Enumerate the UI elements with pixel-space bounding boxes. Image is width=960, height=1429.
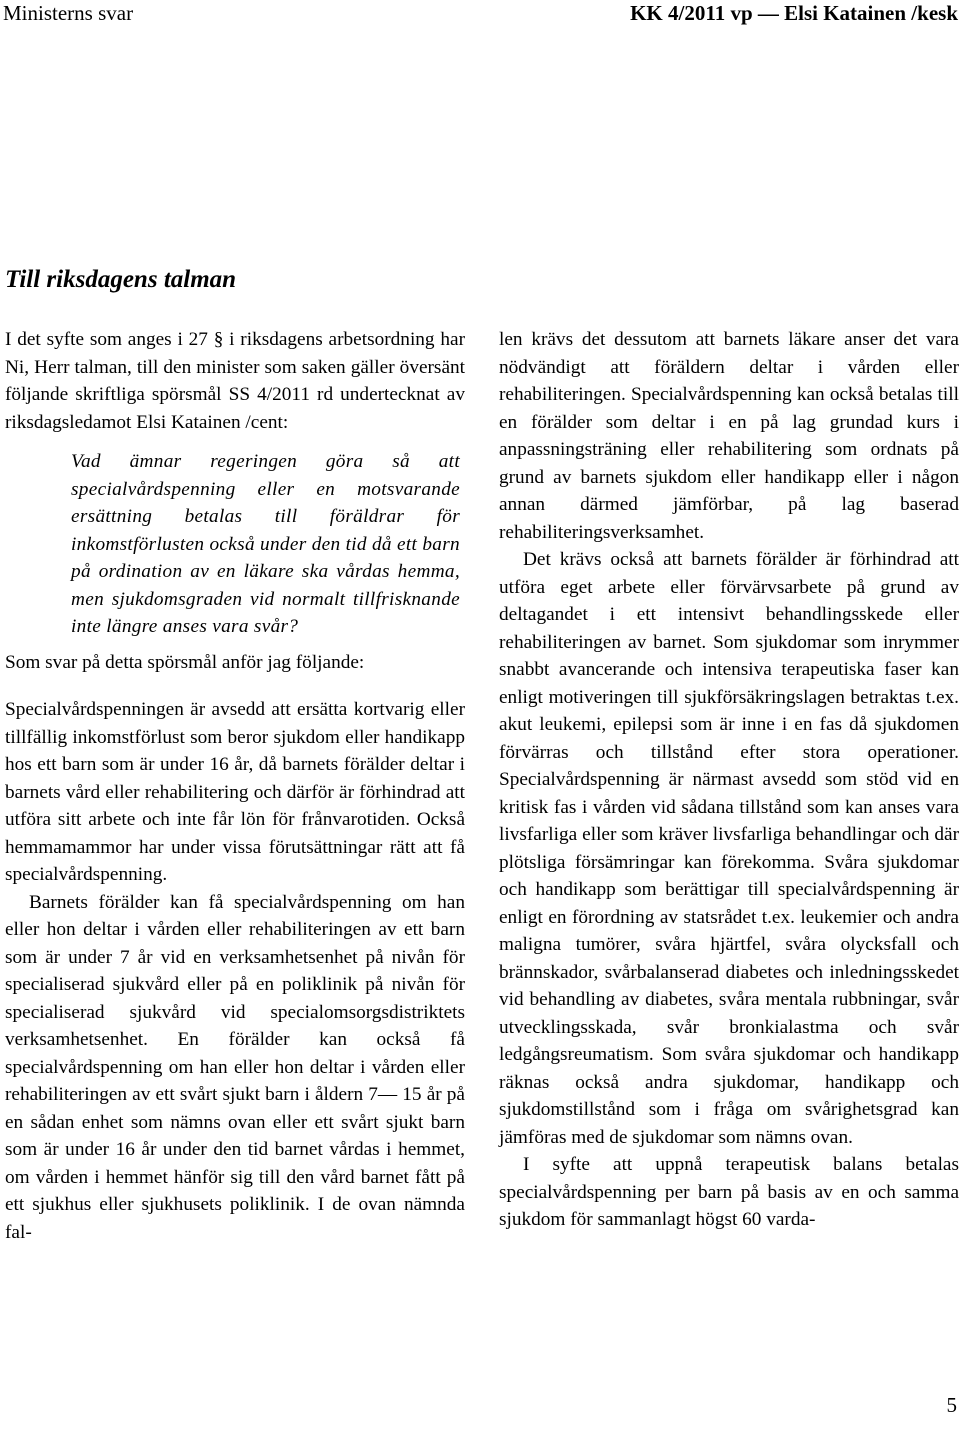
intro-paragraph: I det syfte som anges i 27 § i riksdagens arbetsordning har Ni, Herr talman, till den minister som saken gäller översänt följande skriftliga spörsmål SS 4/2011 rd undertecknat av riksdagsledamot Elsi Katainen /cent: bbox=[5, 329, 465, 433]
left-column bbox=[5, 326, 465, 1246]
answer-lead: Som svar på detta spörsmål anför jag följande: bbox=[5, 651, 365, 673]
answer-paragraph-1: Specialvårdspenningen är avsedd att ersätta kortvarig eller tillfällig inkomstförlust som beror sjukdom eller handikapp hos ett barn som är under 16 år, då barnets förälder deltar i barnets vård eller rehabilitering och därför är förhindrad att utföra sitt arbete och inte får lön för frånvarotiden. Också hemmamammor har under vissa förutsättningar rätt att få specialvårdspenning. bbox=[5, 699, 465, 885]
question-paragraph: Vad ämnar regeringen göra så att specialvårdspenning eller en motsvarande ersättning betalas till föräldrar för inkomstförlusten också under den tid då ett barn på ordination av en läkare ska vårdas hemma, men sjukdomsgraden vid normalt tillfrisknande inte längre anses vara svår? bbox=[71, 451, 460, 637]
header-document-reference: KK 4/2011 vp — Elsi Katainen /kesk bbox=[630, 1, 958, 25]
page-number: 5 bbox=[946, 1393, 957, 1417]
answer-paragraph-3: len krävs det dessutom att barnets läkare anser det vara nödvändigt att föräldern deltar i vården eller rehabiliteringen. Specialvårdspenning kan också betalas till en förälder som deltar i en på lag grundad kurs i anpassningsträning eller rehabilitering som ordnats på grund av barnets sjukdom eller handikapp eller i någon annan därmed jämförbar, på lag baserad rehabiliteringsverksamhet. bbox=[499, 329, 959, 543]
answer-paragraph-4: Det krävs också att barnets förälder är förhindrad att utföra eget arbete eller förvärvsarbete på grund av deltagandet i ett intensivt behandlingsskede eller rehabiliteringen av barnet. Som sjukdomar som inrymmer snabbt avancerande och intensiva terapeutiska faser kan enligt motiveringen till sjukförsäkringslagen betraktas t.ex. akut leukemi, epilepsi som är inne i en fas då sjukdomen förvärras och tillstånd efter stora operationer. Specialvårdspenning är närmast avsedd som stöd vid en kritisk fas i vården vid sådana tillstånd som kan anses vara livsfarliga eller som kräver livsfarliga behandlingar och där plötsliga försämringar kan förekomma. Svåra sjukdomar och handikapp som berättigar till specialvårdspenning är enligt en förordning av statsrådet t.ex. leukemier och andra maligna tumörer, svåra hjärtfel, svåra olycksfall och brännskador, svårbalanserad diabetes och inledningsskedet vid behandling av diabetes, svåra mentala rubbningar, svår utvecklingsskada, svår bronkialastma och svår ledgångsreumatism. Som svåra sjukdomar och handikapp räknas också andra sjukdomar, handikapp och sjukdomstillstånd som i fråga om svårighetsgrad kan jämföras med de sjukdomar som nämns ovan. bbox=[499, 549, 959, 1148]
header-ministry-answer: Ministerns svar bbox=[3, 1, 134, 25]
right-column bbox=[499, 326, 959, 1234]
answer-paragraph-5: I syfte att uppnå terapeutisk balans betalas specialvårdspenning per barn på basis av en och samma sjukdom för sammanlagt högst 60 varda- bbox=[499, 1154, 959, 1230]
answer-paragraph-2: Barnets förälder kan få specialvårdspenning om han eller hon deltar i vården eller rehabiliteringen av ett barn som är under 7 år vid en verksamhetsenhet på nivån för specialiserad sjukvård eller på en poliklinik på nivån för specialiserad sjukvård vid specialomsorgsdistriktets verksamhetsenhet. En förälder kan också få specialvårdspenning om han eller hon deltar i vården eller rehabiliteringen av ett svårt sjukt barn i åldern 7— 15 år på en sådan enhet som nämns ovan eller ett svårt sjukt barn som är under 16 år under den tid barnet vårdas i hemmet, om vården i hemmet hänför sig till den vård barnet fått på ett sjukhus eller sjukhusets poliklinik. I de ovan nämnda fal- bbox=[5, 891, 465, 1243]
document-title: Till riksdagens talman bbox=[5, 266, 237, 293]
